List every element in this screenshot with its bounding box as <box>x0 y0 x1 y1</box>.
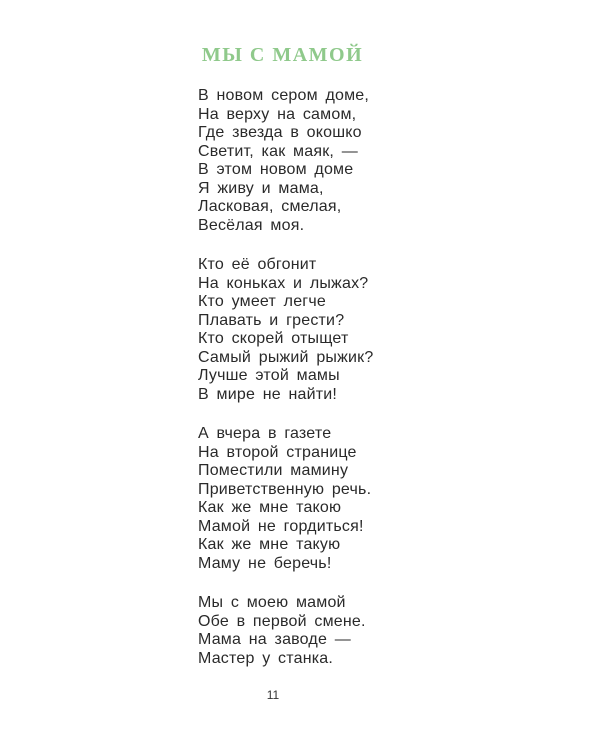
poem-line: Поместили мамину <box>198 462 349 479</box>
poem-line: Обе в первой смене. <box>198 612 366 630</box>
poem-line: Где звезда в окошко <box>198 124 362 141</box>
poem-title: МЫ С МАМОЙ <box>201 44 364 66</box>
stanza <box>198 594 458 668</box>
poem-line: На второй странице <box>198 443 357 461</box>
poem-line: Светит, как маяк, — <box>198 142 358 160</box>
poem-line: Мастер у станка. <box>198 649 334 667</box>
poem-line: Кто её обгонит <box>198 256 317 273</box>
poem-line: Как же мне такую <box>198 536 341 553</box>
stanza <box>198 425 458 573</box>
poem-body <box>198 87 458 668</box>
page-number: 11 <box>266 688 280 702</box>
poem-line: Кто скорей отыщет <box>198 330 349 347</box>
poem-line: Ласковая, смелая, <box>198 198 342 215</box>
poem-line: В мире не найти! <box>198 385 338 403</box>
poem-line: Мамой не гордиться! <box>198 517 364 535</box>
poem-line: Весёлая моя. <box>198 216 305 234</box>
poem-line: Мама на заводе — <box>198 631 351 648</box>
poem-line: В этом новом доме <box>198 161 354 178</box>
poem-line: Маму не беречь! <box>198 554 332 572</box>
poem-line: Самый рыжий рыжик? <box>198 348 374 366</box>
poem-line: Лучше этой мамы <box>198 367 340 384</box>
poem-line: Плавать и грести? <box>198 311 345 329</box>
stanza <box>198 256 458 404</box>
poem-line: Как же мне такою <box>198 499 342 516</box>
stanza <box>198 87 458 235</box>
poem-line: В новом сером доме, <box>198 87 370 104</box>
poem-line: На верху на самом, <box>198 105 357 123</box>
poem-line: Я живу и мама, <box>198 179 324 197</box>
poem-line: Приветственную речь. <box>198 480 372 498</box>
poem-line: Мы с моею мамой <box>198 594 346 611</box>
poem-line: На коньках и лыжах? <box>198 274 369 292</box>
poem-line: А вчера в газете <box>198 425 332 442</box>
poem-line: Кто умеет легче <box>198 293 326 310</box>
